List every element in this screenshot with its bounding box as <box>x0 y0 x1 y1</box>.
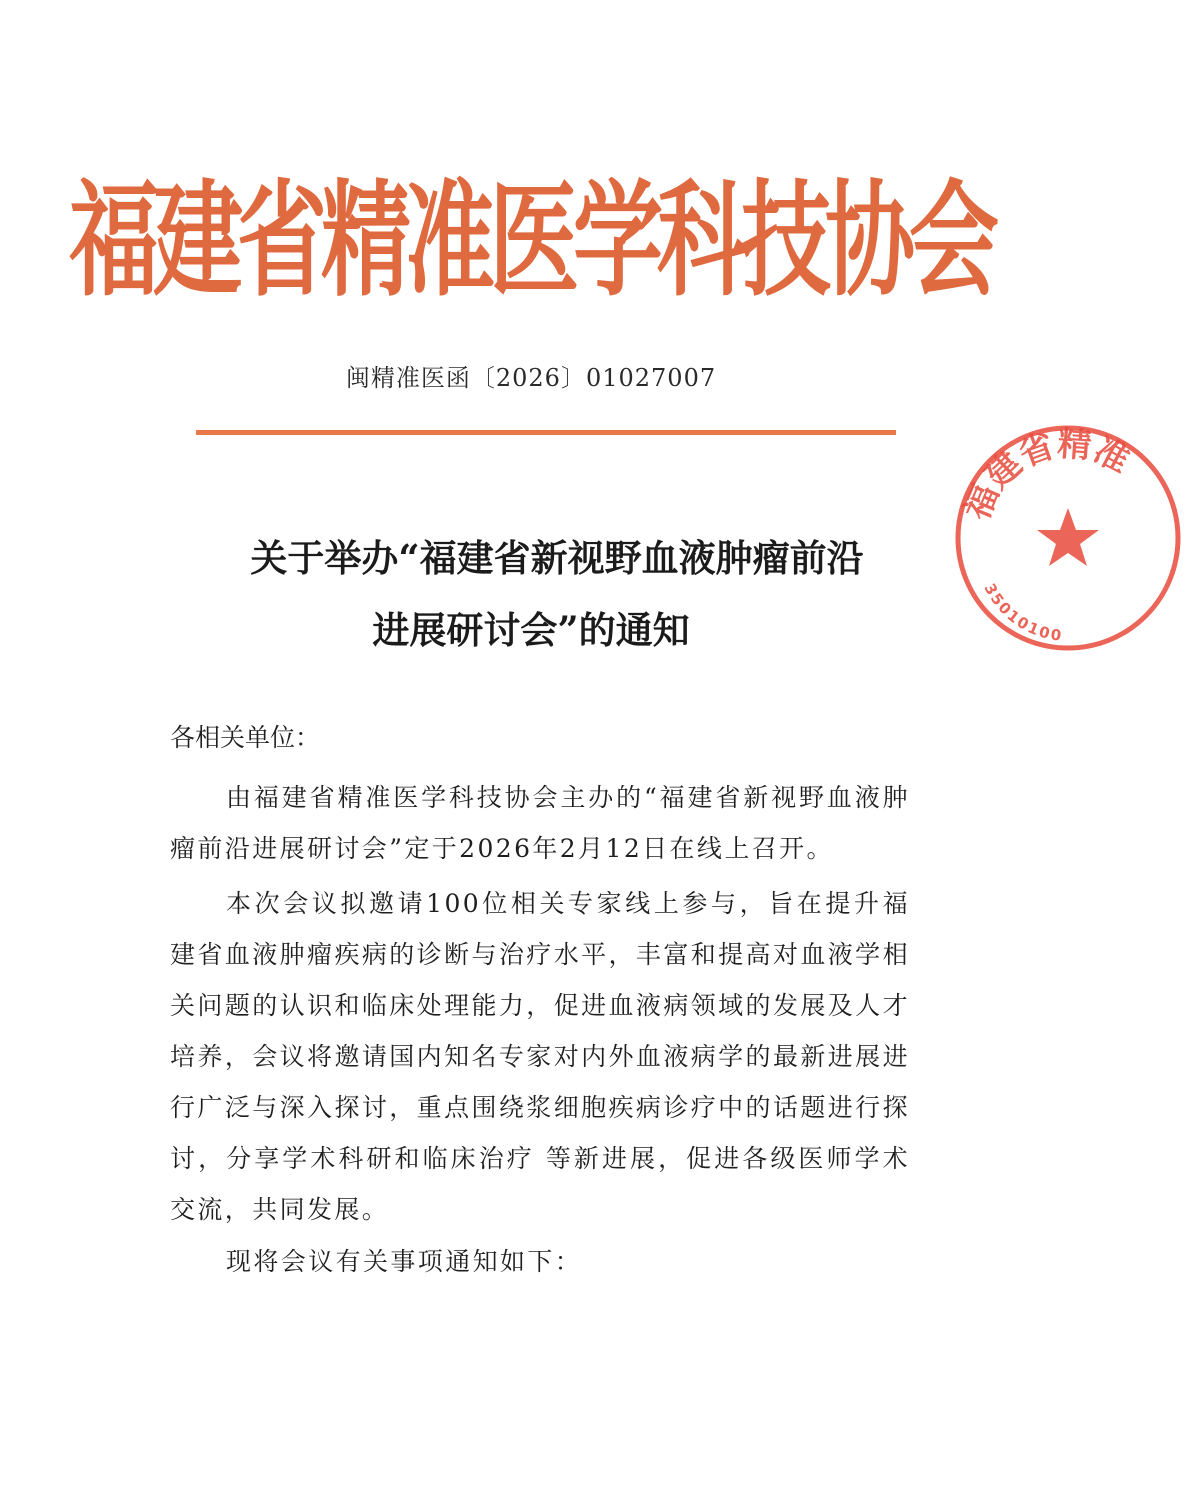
seal-text: 福建省精准 <box>957 424 1136 526</box>
svg-text:福建省精准 <box>957 424 1136 525</box>
header-divider <box>196 430 896 435</box>
organization-header: 福建省精准医学科技协会 <box>69 168 993 314</box>
paragraph-notice-items: 现将会议有关事项通知如下： <box>226 1247 583 1276</box>
notice-title-line-2: 进展研讨会”的通知 <box>372 608 690 652</box>
salutation: 各相关单位： <box>170 723 321 752</box>
paragraph-purpose: 本次会议拟邀请100位相关专家线上参与，旨在提升福建省血液肿瘤疾病的诊断与治疗水平，丰富和提高对血液学相关问题的认识和临床处理能力，促进血液病领域的发展及人才培养，会议将邀请国内知名专家对内外血液病学的最新进展进行广泛与深入探讨，重点围绕浆细胞疾病诊疗中的话题进行探讨，分享学术科研和临床治疗 等新进展，促进各级医师学术交流，共同发展。 <box>170 889 910 1224</box>
paragraph-intro: 由福建省精准医学科技协会主办的“福建省新视野血液肿瘤前沿进展研讨会”定于2026年2月12日在线上召开。 <box>170 783 910 863</box>
document-number: 闽精准医函〔2026〕01027007 <box>345 364 717 392</box>
seal-code: 35010100 <box>980 580 1065 645</box>
notice-title-line-1: 关于举办“福建省新视野血液肿瘤前沿 <box>250 536 864 580</box>
